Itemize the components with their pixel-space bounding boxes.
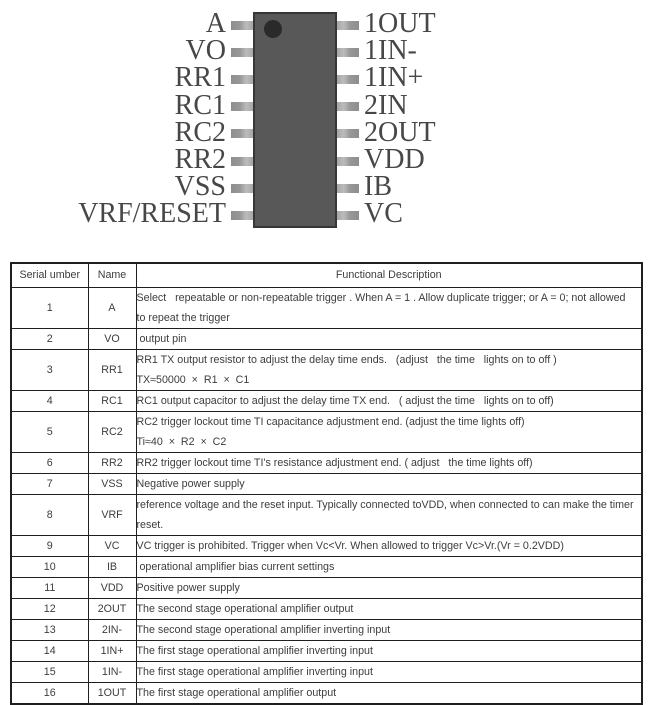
name-cell: RR2 <box>88 452 136 473</box>
table-row <box>11 390 642 411</box>
pin-stub-left-3 <box>231 75 253 84</box>
table-row <box>11 661 642 682</box>
pin1-indicator-dot <box>264 20 282 38</box>
serial-cell: 11 <box>11 577 88 598</box>
table-header-row <box>11 263 642 287</box>
table-row <box>11 556 642 577</box>
serial-cell: 3 <box>11 349 88 390</box>
serial-cell: 16 <box>11 682 88 704</box>
name-cell: IB <box>88 556 136 577</box>
description-line: RC1 output capacitor to adjust the delay time TX end. ( adjust the time lights on to off) <box>136 394 554 407</box>
serial-cell: 4 <box>11 390 88 411</box>
table-row <box>11 287 642 328</box>
serial-cell: 9 <box>11 535 88 556</box>
name-cell: VC <box>88 535 136 556</box>
name-cell: RC2 <box>88 411 136 452</box>
table-row <box>11 411 642 452</box>
pin-stub-left-8 <box>231 211 253 220</box>
name-cell: 1IN- <box>88 661 136 682</box>
pin-label: 1OUT <box>364 8 436 39</box>
description-cell <box>136 473 642 494</box>
description-line: operational amplifier bias current settings <box>136 560 335 573</box>
description-cell <box>136 287 642 328</box>
description-line: to repeat the trigger <box>136 311 230 324</box>
pin-stub-left-7 <box>231 184 253 193</box>
description-line: The second stage operational amplifier output <box>136 602 354 615</box>
serial-cell: 1 <box>11 287 88 328</box>
description-line: Ti≈40 × R2 × C2 <box>136 435 227 448</box>
serial-cell: 10 <box>11 556 88 577</box>
table-row <box>11 494 642 535</box>
pin-stub-right-1 <box>337 21 359 30</box>
description-cell <box>136 452 642 473</box>
pin-stub-right-7 <box>337 184 359 193</box>
pin-stub-right-8 <box>337 211 359 220</box>
table-row <box>11 640 642 661</box>
name-cell: VO <box>88 328 136 349</box>
description-line: The second stage operational amplifier inverting input <box>136 623 391 636</box>
description-line: Negative power supply <box>136 477 245 490</box>
pin-label: VSS <box>174 171 226 203</box>
pin-label: 2IN <box>364 89 408 121</box>
serial-cell: 5 <box>11 411 88 452</box>
pin-stub-left-6 <box>231 157 253 166</box>
chip-package-body <box>253 12 337 228</box>
table-row <box>11 473 642 494</box>
description-cell <box>136 682 642 704</box>
pin-label: VO <box>185 35 226 67</box>
serial-cell: 7 <box>11 473 88 494</box>
pin-label: RC2 <box>174 116 226 148</box>
name-cell: 2OUT <box>88 598 136 619</box>
pin-label: VDD <box>364 144 425 175</box>
table-row <box>11 349 642 390</box>
pin-stub-left-4 <box>231 102 253 111</box>
description-cell <box>136 349 642 390</box>
name-cell: RR1 <box>88 349 136 390</box>
serial-cell: 14 <box>11 640 88 661</box>
pin-stub-left-2 <box>231 48 253 57</box>
table-row <box>11 598 642 619</box>
header-serial-number: Serial umber <box>11 263 88 287</box>
pin-label: RC1 <box>174 89 226 121</box>
description-cell <box>136 494 642 535</box>
serial-cell: 8 <box>11 494 88 535</box>
description-line: reference voltage and the reset input. Typically connected toVDD, when connected to can make the timer <box>136 498 634 511</box>
pin-label: 2OUT <box>364 116 436 148</box>
serial-cell: 12 <box>11 598 88 619</box>
name-cell: RC1 <box>88 390 136 411</box>
name-cell: VRF <box>88 494 136 535</box>
description-cell <box>136 411 642 452</box>
description-line: output pin <box>136 332 187 345</box>
description-line: TX≈50000 × R1 × C1 <box>136 373 250 386</box>
table-row <box>11 619 642 640</box>
description-cell <box>136 640 642 661</box>
description-line: Select repeatable or non-repeatable trigger . When A = 1 . Allow duplicate trigger; or A = 0; not allowed <box>136 291 626 304</box>
pin-label: A <box>205 8 226 39</box>
name-cell: VDD <box>88 577 136 598</box>
description-line: Positive power supply <box>136 581 240 594</box>
table-body <box>11 287 642 704</box>
pin-stub-left-1 <box>231 21 253 30</box>
name-cell: A <box>88 287 136 328</box>
serial-cell: 13 <box>11 619 88 640</box>
chip-diagram <box>0 0 650 262</box>
pin-stub-left-5 <box>231 129 253 138</box>
header-name: Name <box>88 263 136 287</box>
pin-label: VC <box>364 198 403 230</box>
pin-stub-right-2 <box>337 48 359 57</box>
description-line: RR2 trigger lockout time TI's resistance adjustment end. ( adjust the time lights off) <box>136 456 533 469</box>
name-cell: 1OUT <box>88 682 136 704</box>
description-cell <box>136 535 642 556</box>
description-line: RR1 TX output resistor to adjust the delay time ends. (adjust the time lights on to off ) <box>136 353 557 366</box>
description-line: The first stage operational amplifier output <box>136 686 337 699</box>
description-line: reset. <box>136 518 164 531</box>
description-cell <box>136 661 642 682</box>
table-row <box>11 682 642 704</box>
pin-label: 1IN- <box>364 35 417 67</box>
table-header <box>11 263 642 287</box>
description-line: RC2 trigger lockout time TI capacitance adjustment end. (adjust the time lights off) <box>136 415 525 428</box>
description-cell <box>136 556 642 577</box>
serial-cell: 6 <box>11 452 88 473</box>
pin-stub-right-4 <box>337 102 359 111</box>
pin-label: VRF/RESET <box>78 198 226 230</box>
description-cell <box>136 390 642 411</box>
pin-label: RR2 <box>174 144 226 175</box>
pin-stub-right-5 <box>337 129 359 138</box>
name-cell: 2IN- <box>88 619 136 640</box>
description-cell <box>136 328 642 349</box>
description-cell <box>136 598 642 619</box>
description-cell <box>136 619 642 640</box>
pin-function-table <box>10 262 643 705</box>
pin-label: 1IN+ <box>364 62 424 94</box>
description-line: The first stage operational amplifier inverting input <box>136 644 373 657</box>
description-line: The first stage operational amplifier inverting input <box>136 665 373 678</box>
serial-cell: 15 <box>11 661 88 682</box>
pin-stub-right-3 <box>337 75 359 84</box>
pin-label: IB <box>364 171 392 203</box>
table-row <box>11 577 642 598</box>
name-cell: VSS <box>88 473 136 494</box>
table-row <box>11 535 642 556</box>
table-row <box>11 328 642 349</box>
description-cell <box>136 577 642 598</box>
header-functional-description: Functional Description <box>136 263 642 287</box>
name-cell: 1IN+ <box>88 640 136 661</box>
pin-stub-right-6 <box>337 157 359 166</box>
pin-label: RR1 <box>174 62 226 94</box>
table-row <box>11 452 642 473</box>
description-line: VC trigger is prohibited. Trigger when Vc<Vr. When allowed to trigger Vc>Vr.(Vr = 0.2VDD) <box>136 539 564 552</box>
serial-cell: 2 <box>11 328 88 349</box>
